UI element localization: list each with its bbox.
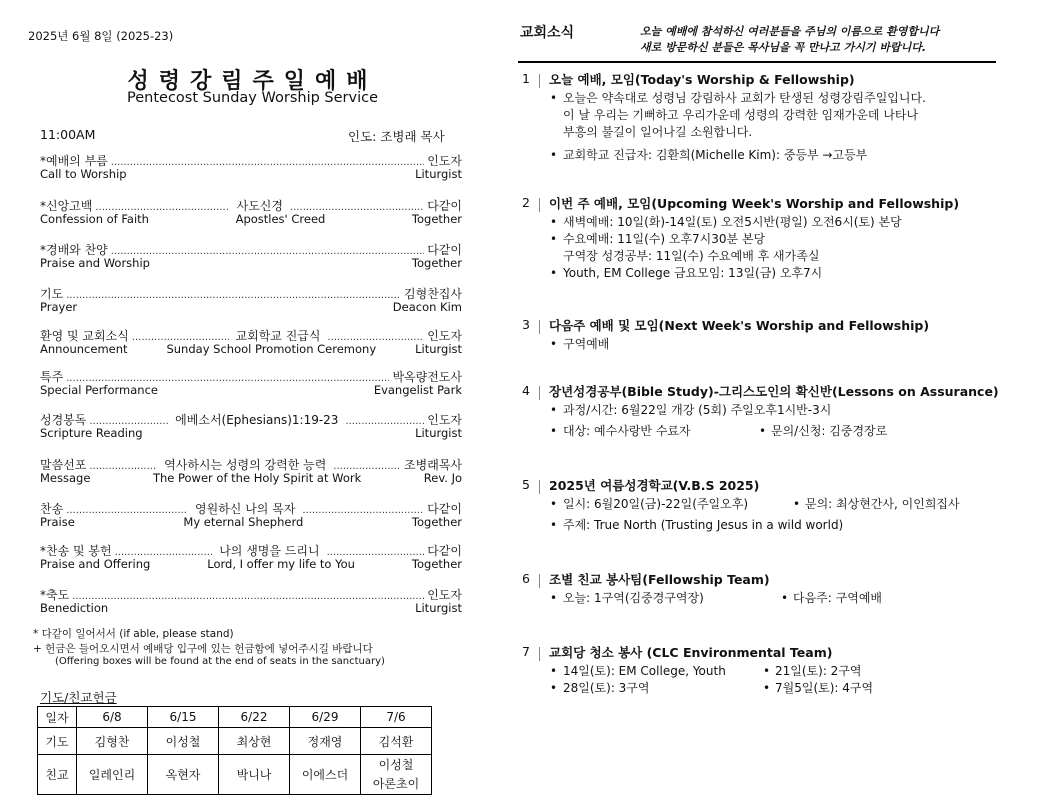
list-item-text: 문의/신청: 김중경장로 <box>771 424 888 438</box>
section-title: 장년성경공부(Bible Study)-그리스도인의 확신반(Lessons on Assurance) <box>549 384 999 399</box>
order-item-title: *축도 <box>40 588 70 602</box>
order-item <box>40 327 462 361</box>
list-item: • 오늘은 약속대로 성령님 강림하사 교회가 탄생된 성령강림주일입니다. <box>549 90 926 107</box>
section-title: 교회당 청소 봉사 (CLC Environmental Team) <box>549 645 833 660</box>
list-item: • 새벽예배: 10일(화)-14일(토) 오전5시반(평일) 오전6시(토) 본당 <box>549 214 902 231</box>
section-number: 3 <box>522 317 530 332</box>
list-item <box>549 496 960 513</box>
list-item-text: 다음주: 구역예배 <box>793 591 883 605</box>
list-item: • 주제: True North (Trusting Jesus in a wild world) <box>549 517 960 534</box>
table-cell: 김형찬 <box>77 728 148 755</box>
service-title-korean: 성령강림주일예배 <box>127 68 378 94</box>
order-item-role-english: Liturgist <box>415 342 463 356</box>
order-item-role: 인도자 <box>427 588 462 602</box>
note-offering-english: (Offering boxes will be found at the end of seats in the sanctuary) <box>55 656 385 667</box>
table-row <box>38 707 432 728</box>
order-item-title: *경배와 찬양 <box>40 243 108 257</box>
order-item-detail: 에베소서(Ephesians)1:19-23 <box>175 413 339 427</box>
order-item-detail: 나의 생명을 드리니 <box>219 544 320 558</box>
order-item-detail-english: Sunday School Promotion Ceremony <box>166 342 377 356</box>
order-item-role-english: Liturgist <box>415 601 462 615</box>
section-list <box>549 214 902 282</box>
order-item-title-english: Praise <box>40 515 75 529</box>
list-item-part: • 다음주: 구역예배 <box>781 591 883 605</box>
order-item-title-english: Confession of Faith <box>40 212 149 226</box>
order-item-role-english: Liturgist <box>415 167 462 181</box>
list-item-part: 대상: 예수사랑반 수료자 <box>563 424 691 438</box>
order-item-title-english: Praise and Worship <box>40 256 150 270</box>
order-item-detail: 영원하신 나의 목자 <box>195 502 296 516</box>
list-item-part: 28일(토): 3구역 <box>563 681 650 695</box>
section-title: 오늘 예배, 모임(Today's Worship & Fellowship) <box>549 72 855 87</box>
table-cell: 기도 <box>38 728 77 755</box>
table-cell: 박니나 <box>219 755 290 795</box>
list-item <box>549 423 887 440</box>
welcome-message <box>640 24 939 56</box>
order-item-detail-english: Lord, I offer my life to You <box>207 557 355 571</box>
section-title: 다음주 예배 및 모임(Next Week's Worship and Fellowship) <box>549 318 930 333</box>
list-item: 이 날 우리는 기뻐하고 우리가운데 성령의 강력한 임재가운데 나타나 <box>563 108 919 122</box>
list-item-part: • 문의/신청: 김중경장로 <box>759 424 888 438</box>
cell-line: 이성철 <box>378 757 414 772</box>
table-cell: 6/22 <box>219 707 290 728</box>
table-cell: 정재영 <box>290 728 361 755</box>
section-title: 조별 친교 봉사팀(Fellowship Team) <box>549 572 770 587</box>
list-item: • Youth, EM College 금요모임: 13일(금) 오후7시 <box>549 265 902 282</box>
note-offering: + 헌금은 들어오시면서 예배당 입구에 있는 헌금함에 넣어주시길 바랍니다 <box>33 643 373 655</box>
section-list <box>549 663 873 697</box>
order-item-detail: 역사하시는 성령의 강력한 능력 <box>164 458 327 472</box>
table-cell: 최상현 <box>219 728 290 755</box>
order-item <box>40 197 462 231</box>
order-item-detail-english: Apostles' Creed <box>235 212 326 226</box>
table-row <box>38 728 432 755</box>
order-item-title-english: Announcement <box>40 342 128 356</box>
order-item-role-english: Together <box>411 212 463 226</box>
order-item-role: 김형찬집사 <box>404 287 462 301</box>
divider <box>539 320 540 334</box>
order-item-title-english: Message <box>40 471 91 485</box>
order-item-role-english: Deacon Kim <box>392 300 462 314</box>
table-cell: 이에스더 <box>290 755 361 795</box>
order-item-title: 성경봉독 <box>40 413 87 427</box>
order-item-title-english: Prayer <box>40 300 78 314</box>
list-item-part: 일시: 6월20일(금)-22일(주일오후) <box>563 497 749 511</box>
order-item-title: 찬송 <box>40 502 64 516</box>
order-item-role-english: Liturgist <box>415 426 462 440</box>
list-item <box>549 663 873 680</box>
section-number: 7 <box>522 644 530 659</box>
section-number: 5 <box>522 477 530 492</box>
section-list <box>549 90 926 164</box>
order-item-role: 박옥량전도사 <box>392 370 462 384</box>
order-item <box>40 285 462 319</box>
list-item: • 구역예배 <box>549 336 609 353</box>
order-item-title: *신앙고백 <box>40 199 93 213</box>
service-time: 11:00AM <box>40 127 96 142</box>
table-cell: 옥현자 <box>148 755 219 795</box>
order-item-role: 다같이 <box>427 199 462 213</box>
divider <box>539 480 540 494</box>
section-list <box>549 590 882 607</box>
list-item-part: 오늘: 1구역(김중경구역장) <box>563 591 704 605</box>
section-number: 1 <box>522 71 530 86</box>
order-item-role: 다같이 <box>427 243 462 257</box>
bulletin-date: 2025년 6월 8일 (2025-23) <box>28 29 174 43</box>
welcome-line-2: 새로 방문하신 분들은 목사님을 꼭 만나고 가시기 바랍니다. <box>640 41 927 54</box>
order-item-detail-english: The Power of the Holy Spirit at Work <box>152 471 362 485</box>
service-title-english: Pentecost Sunday Worship Service <box>127 90 378 106</box>
list-item: • 교회학교 진급자: 김환희(Michelle Kim): 중등부 →고등부 <box>549 147 926 164</box>
order-item <box>40 586 462 620</box>
order-item-title-english: Scripture Reading <box>40 426 143 440</box>
list-item <box>549 590 882 607</box>
divider <box>539 198 540 212</box>
section-title: 이번 주 예배, 모임(Upcoming Week's Worship and Fellowship) <box>549 196 960 211</box>
order-item-title-english: Special Performance <box>40 383 158 397</box>
order-item-title: 기도 <box>40 287 64 301</box>
section-number: 4 <box>522 383 530 398</box>
table-cell: 일자 <box>38 707 77 728</box>
order-item-detail: 교회학교 진급식 <box>235 329 321 343</box>
table-cell: 친교 <box>38 755 77 795</box>
divider <box>539 574 540 588</box>
list-item-part: • 문의: 최상현간사, 이인희집사 <box>793 497 960 511</box>
section-number: 2 <box>522 195 530 210</box>
order-item-role: 인도자 <box>427 154 462 168</box>
table-cell: 이성철 <box>148 728 219 755</box>
list-item: 부흥의 불길이 일어나길 소원합니다. <box>563 125 753 139</box>
order-item-role-english: Together <box>411 515 463 529</box>
order-item-title-english: Call to Worship <box>40 167 127 181</box>
table-cell <box>361 755 432 795</box>
section-list <box>549 402 887 440</box>
order-item <box>40 500 462 534</box>
order-item-role-english: Evangelist Park <box>373 383 462 397</box>
list-item: • 수요예배: 11일(수) 오후7시30분 본당 <box>549 231 902 248</box>
table-cell: 김석환 <box>361 728 432 755</box>
news-title: 교회소식 <box>520 25 575 41</box>
order-item-title: *예배의 부름 <box>40 154 108 168</box>
order-item-role: 인도자 <box>427 413 463 427</box>
order-item-role: 다같이 <box>427 544 462 558</box>
list-item-text: 21일(토): 2구역 <box>775 664 862 678</box>
order-item <box>40 411 462 445</box>
divider <box>539 74 540 88</box>
order-item <box>40 368 462 402</box>
table-cell: 6/29 <box>290 707 361 728</box>
list-item: • 과정/시간: 6월22일 개강 (5회) 주일오후1시반-3시 <box>549 402 887 419</box>
order-item-role: 다같이 <box>427 502 462 516</box>
list-item-part: • 21일(토): 2구역 <box>763 664 862 678</box>
order-item-detail-english: My eternal Shepherd <box>183 515 304 529</box>
section-title: 2025년 여름성경학교(V.B.S 2025) <box>549 478 760 493</box>
order-item-role-english: Together <box>411 557 463 571</box>
table-cell: 일레인리 <box>77 755 148 795</box>
order-item-title-english: Praise and Offering <box>40 557 151 571</box>
section-list <box>549 336 609 353</box>
list-item: 구역장 성경공부: 11일(수) 수요예배 후 새가족실 <box>563 249 820 263</box>
note-stand: * 다같이 일어서서 (if able, please stand) <box>33 628 234 640</box>
order-item-role-english: Rev. Jo <box>423 471 462 485</box>
divider <box>539 647 540 661</box>
table-cell: 6/15 <box>148 707 219 728</box>
section-list <box>549 496 960 534</box>
list-item-part: 14일(토): EM College, Youth <box>563 664 726 678</box>
order-item-title: 환영 및 교회소식 <box>40 329 129 343</box>
order-item <box>40 152 462 186</box>
welcome-line-1: 오늘 예배에 참석하신 여러분들을 주님의 이름으로 환영합니다 <box>640 25 940 38</box>
section-number: 6 <box>522 571 530 586</box>
list-item <box>549 680 873 697</box>
list-item-part: • 7월5일(토): 4구역 <box>763 681 874 695</box>
order-item <box>40 456 462 490</box>
order-item-role: 조병래목사 <box>404 458 463 472</box>
offering-table-title: 기도/친교헌금 <box>40 690 117 705</box>
cell-line: 아론초이 <box>372 776 420 791</box>
order-item <box>40 542 462 576</box>
list-item-text: 7월5일(토): 4구역 <box>775 681 874 695</box>
service-leader: 인도: 조병래 목사 <box>348 129 445 144</box>
divider <box>539 386 540 400</box>
order-item <box>40 241 462 275</box>
order-item-role: 인도자 <box>427 329 462 343</box>
order-item-title-english: Benediction <box>40 601 109 615</box>
table-row <box>38 755 432 795</box>
order-item-title: *찬송 및 봉헌 <box>40 544 112 558</box>
offering-table <box>37 706 432 795</box>
list-item-text: 문의: 최상현간사, 이인희집사 <box>805 497 960 511</box>
order-item-title: 특주 <box>40 370 64 384</box>
table-cell: 6/8 <box>77 707 148 728</box>
table-cell: 7/6 <box>361 707 432 728</box>
order-item-role-english: Together <box>411 256 462 270</box>
order-item-title: 말씀선포 <box>40 458 87 472</box>
divider <box>518 61 996 63</box>
order-item-detail: 사도신경 <box>236 199 283 213</box>
